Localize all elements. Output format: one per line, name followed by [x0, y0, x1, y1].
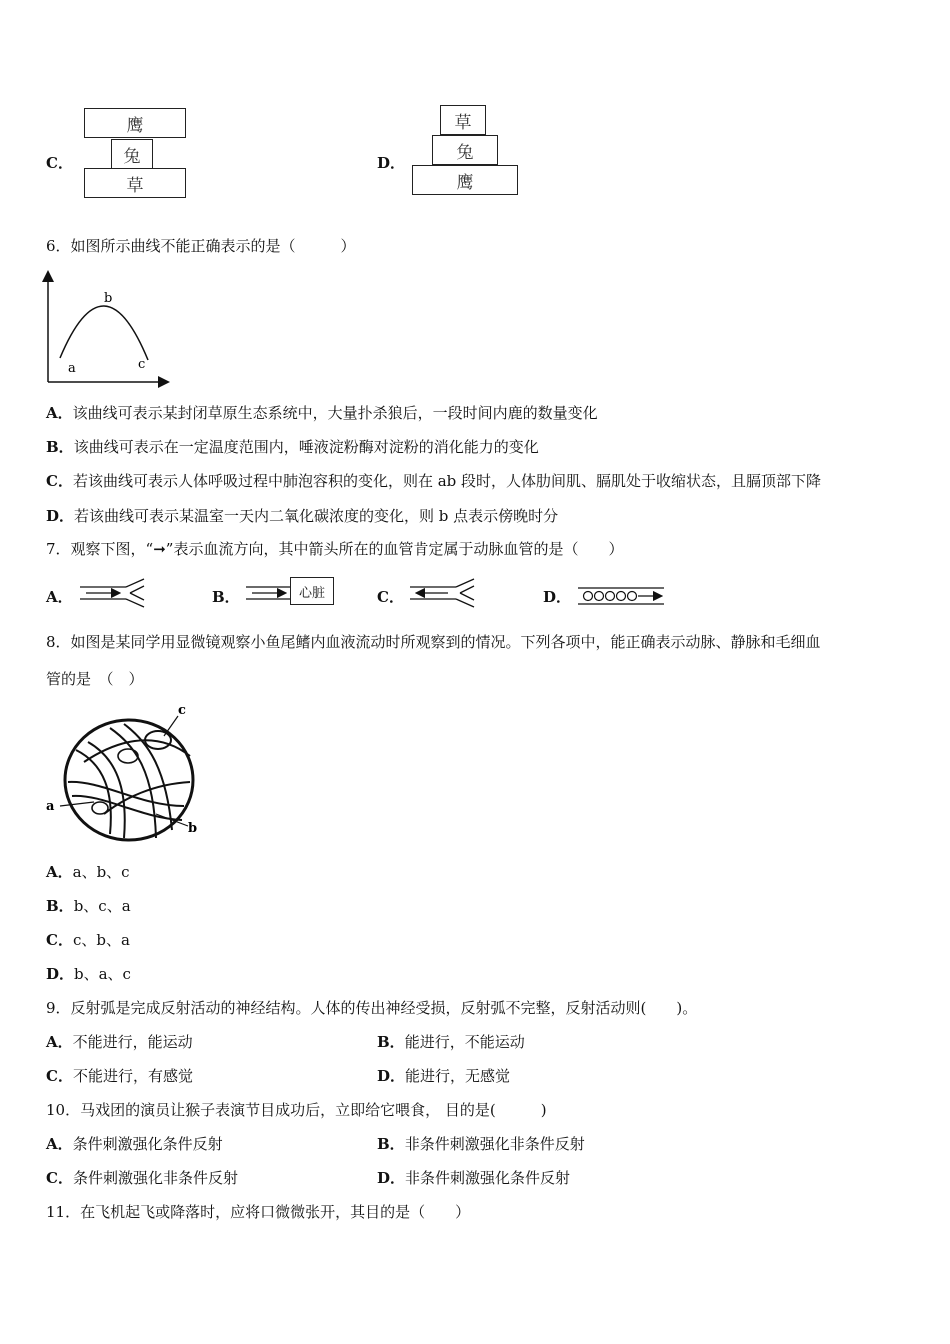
q7-vessel-c-diagram — [408, 578, 480, 608]
q10-option-c: C．条件刺激强化非条件反射 — [46, 1169, 238, 1187]
q6-stem: 6．如图所示曲线不能正确表示的是（ ） — [46, 237, 356, 255]
q9-option-a: A．不能进行，能运动 — [46, 1033, 193, 1051]
curve-label-b: b — [104, 291, 113, 306]
q10-option-b: B．非条件刺激强化非条件反射 — [377, 1135, 585, 1153]
q10-option-d: D．非条件刺激强化条件反射 — [377, 1169, 571, 1187]
q6-option-d: D．若该曲线可表示某温室一天内二氧化碳浓度的变化，则 b 点表示傍晚时分 — [46, 507, 559, 525]
q6-option-a: A．该曲线可表示某封闭草原生态系统中，大量扑杀狼后，一段时间内鹿的数量变化 — [46, 404, 598, 422]
q7-heart-box: 心脏 — [290, 577, 334, 605]
q9-stem: 9．反射弧是完成反射活动的神经结构。人体的传出神经受损，反射弧不完整，反射活动则( )。 — [46, 999, 698, 1017]
q8-option-b: B．b、c、a — [46, 897, 131, 915]
fig-label-c: c — [178, 703, 186, 718]
q7-option-c-label: C． — [377, 588, 404, 606]
q7-option-a-label: A． — [46, 588, 73, 606]
q5-option-d-label: D． — [377, 154, 406, 172]
fig-label-b: b — [188, 821, 198, 836]
q9-option-b: B．能进行，不能运动 — [377, 1033, 525, 1051]
pyramid-d-middle-box: 兔 — [432, 135, 498, 165]
q5-option-c-label: C． — [46, 154, 73, 172]
q8-stem-line2: 管的是 （ ） — [46, 670, 144, 688]
q7-option-d-label: D． — [543, 588, 572, 606]
q8-option-d: D．b、a、c — [46, 965, 131, 983]
q8-option-a: A．a、b、c — [46, 863, 130, 881]
q8-option-c: C．c、b、a — [46, 931, 130, 949]
q10-stem: 10．马戏团的演员让猴子表演节目成功后，立即给它喂食， 目的是( ) — [46, 1101, 547, 1119]
q7-stem: 7．观察下图，“➞”表示血流方向，其中箭头所在的血管肯定属于动脉血管的是（ ） — [46, 540, 624, 558]
q10-option-a: A．条件刺激强化条件反射 — [46, 1135, 223, 1153]
q11-stem: 11．在飞机起飞或降落时，应将口微微张开，其目的是（ ） — [46, 1203, 471, 1221]
q6-curve-graph — [40, 268, 170, 388]
q7-option-b-label: B． — [212, 588, 240, 606]
q7-vessel-b-diagram — [244, 578, 292, 608]
pyramid-d-top-box: 草 — [440, 105, 486, 135]
q6-option-c: C．若该曲线可表示人体呼吸过程中肺泡容积的变化，则在 ab 段时，人体肋间肌、膈肌处于收缩状态，且膈顶部下降 — [46, 472, 822, 490]
q7-vessel-a-diagram — [78, 578, 150, 608]
pyramid-d-bottom-box: 鹰 — [412, 165, 518, 195]
curve-label-a: a — [68, 361, 76, 376]
curve-label-c: c — [138, 357, 146, 372]
pyramid-c-top-box: 鹰 — [84, 108, 186, 138]
q6-option-b: B．该曲线可表示在一定温度范围内，唾液淀粉酶对淀粉的消化能力的变化 — [46, 438, 539, 456]
q7-vessel-d-diagram — [574, 584, 670, 608]
q8-microscope-figure — [44, 702, 204, 842]
pyramid-c-bottom-box: 草 — [84, 168, 186, 198]
pyramid-c-middle-box: 兔 — [111, 139, 153, 169]
q9-option-d: D．能进行，无感觉 — [377, 1067, 511, 1085]
q8-stem-line1: 8．如图是某同学用显微镜观察小鱼尾鳍内血液流动时所观察到的情况。下列各项中，能正确表示动脉、静脉和毛细血 — [46, 633, 821, 651]
fig-label-a: a — [46, 799, 55, 814]
curve-line — [60, 306, 148, 360]
q9-option-c: C．不能进行，有感觉 — [46, 1067, 193, 1085]
